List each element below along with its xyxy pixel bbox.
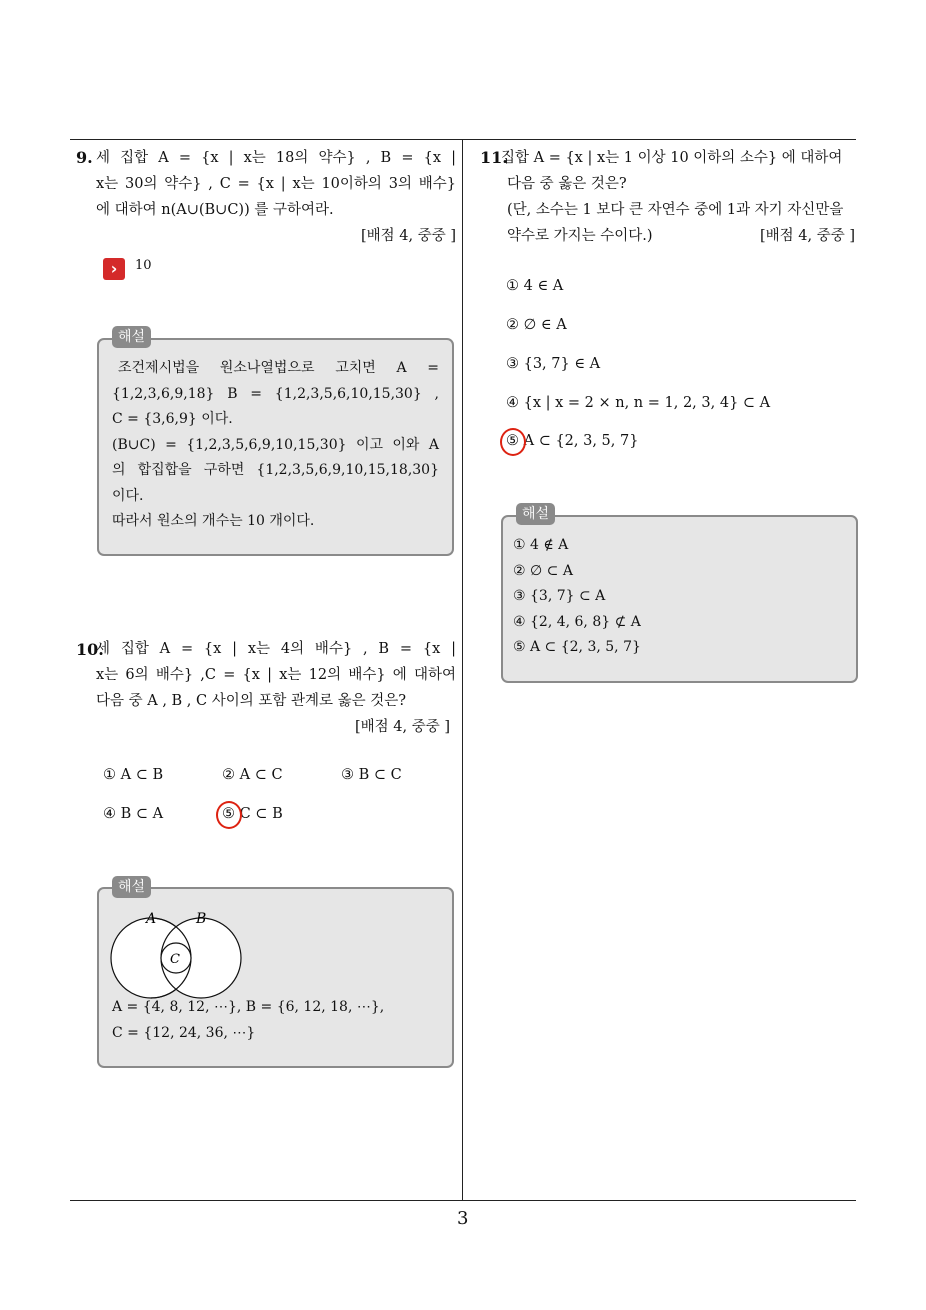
q10-line-1: 세 집합 A = {x | x는 4의 배수} , B = {x | — [96, 641, 456, 657]
venn-diagram — [106, 906, 246, 1002]
q11-option-5[interactable]: ⑤ A ⊂ {2, 3, 5, 7} — [506, 433, 639, 449]
q11-stem — [501, 145, 855, 249]
q9-solution-tag: 해설 — [112, 326, 151, 348]
q11-option-1[interactable]: ① 4 ∈ A — [506, 278, 564, 294]
q10-option-2[interactable]: ② A ⊂ C — [222, 767, 283, 783]
q9-sol-line-4: (B∪C) = {1,2,3,5,6,9,10,15,30} 이고 이와 A — [112, 436, 439, 453]
q10-option-3[interactable]: ③ B ⊂ C — [341, 767, 402, 783]
q9-score: [배점 4, 중중 ] — [360, 228, 456, 244]
q10-option-5[interactable]: ⑤ C ⊂ B — [222, 806, 283, 822]
q11-line-2: 다음 중 옳은 것은? — [507, 176, 627, 192]
page-number: 3 — [457, 1208, 469, 1229]
q10-number: 10. — [76, 640, 104, 659]
q11-score: [배점 4, 중중 ] — [759, 228, 855, 244]
q11-sol-line-1: ① 4 ∉ A — [513, 537, 569, 553]
venn-label-a: A — [146, 911, 157, 927]
venn-label-b: B — [196, 911, 207, 927]
q10-sol-line-2: C = {12, 24, 36, ⋯} — [112, 1024, 256, 1041]
q11-sol-line-4: ④ {2, 4, 6, 8} ⊄ A — [513, 613, 641, 630]
q9-answer: 10 — [135, 258, 152, 273]
q9-stem — [96, 145, 456, 249]
q11-line-4 — [507, 223, 855, 249]
venn-label-c: C — [170, 952, 180, 967]
q10-solution-text — [112, 995, 442, 1046]
q10-option-4[interactable]: ④ B ⊂ A — [103, 806, 164, 822]
q11-solution-tag: 해설 — [516, 503, 555, 525]
q11-sol-line-2: ② ∅ ⊂ A — [513, 562, 573, 579]
q11-option-3[interactable]: ③ {3, 7} ∈ A — [506, 356, 601, 372]
q11-line-1: 집합 A = {x | x는 1 이상 10 이하의 소수} 에 대하여 — [501, 150, 843, 166]
q10-stem — [96, 636, 456, 740]
q11-last-line: 약수로 가지는 수이다.) — [507, 228, 653, 244]
q11-sol-line-3: ③ {3, 7} ⊂ A — [513, 588, 606, 604]
q9-line-2: x는 30의 약수} , C = {x | x는 10이하의 3의 배수} — [96, 176, 456, 192]
q11-option-4[interactable]: ④ {x | x = 2 × n, n = 1, 2, 3, 4} ⊂ A — [506, 395, 771, 411]
q11-solution-text — [513, 533, 843, 661]
q9-sol-line-5: 의 합집합을 구하면 {1,2,3,5,6,9,10,15,18,30} — [112, 462, 439, 478]
top-rule — [70, 139, 856, 140]
answer-arrow-icon: › — [103, 258, 125, 280]
q9-solution-text — [112, 356, 439, 535]
q10-solution-tag: 해설 — [112, 876, 151, 898]
q11-option-2[interactable]: ② ∅ ∈ A — [506, 317, 567, 333]
q10-option-1[interactable]: ① A ⊂ B — [103, 767, 164, 783]
q10-sol-line-1: A = {4, 8, 12, ⋯}, B = {6, 12, 18, ⋯}, — [112, 999, 385, 1015]
q9-sol-line-3: C = {3,6,9} 이다. — [112, 411, 233, 427]
q11-number: 11. — [480, 148, 508, 167]
q10-line-3: 다음 중 A , B , C 사이의 포함 관계로 옳은 것은? — [96, 693, 407, 709]
q9-sol-line-1: 조건제시법을 원소나열법으로 고치면 A = — [118, 360, 439, 376]
q9-line-3: 에 대하여 n(A∪(B∪C)) 를 구하여라. — [96, 202, 334, 218]
q10-score: [배점 4, 중중 ] — [354, 719, 450, 735]
q11-answer-circle — [500, 428, 526, 456]
q9-number: 9. — [76, 148, 93, 167]
q9-line-1: 세 집합 A = {x | x는 18의 약수} , B = {x | — [96, 150, 456, 166]
q9-sol-line-6: 이다. — [112, 487, 144, 504]
q10-line-2: x는 6의 배수} ,C = {x | x는 12의 배수} 에 대하여 — [96, 667, 456, 683]
q11-sol-line-5: ⑤ A ⊂ {2, 3, 5, 7} — [513, 639, 641, 655]
q11-line-3: (단, 소수는 1 보다 큰 자연수 중에 1과 자기 자신만을 — [507, 202, 844, 218]
bottom-rule — [70, 1200, 856, 1201]
q10-answer-circle — [216, 801, 242, 829]
q9-sol-line-7: 따라서 원소의 개수는 10 개이다. — [112, 513, 315, 529]
column-divider — [462, 139, 463, 1201]
q9-sol-line-2: {1,2,3,6,9,18} B = {1,2,3,5,6,10,15,30} , — [112, 385, 439, 402]
